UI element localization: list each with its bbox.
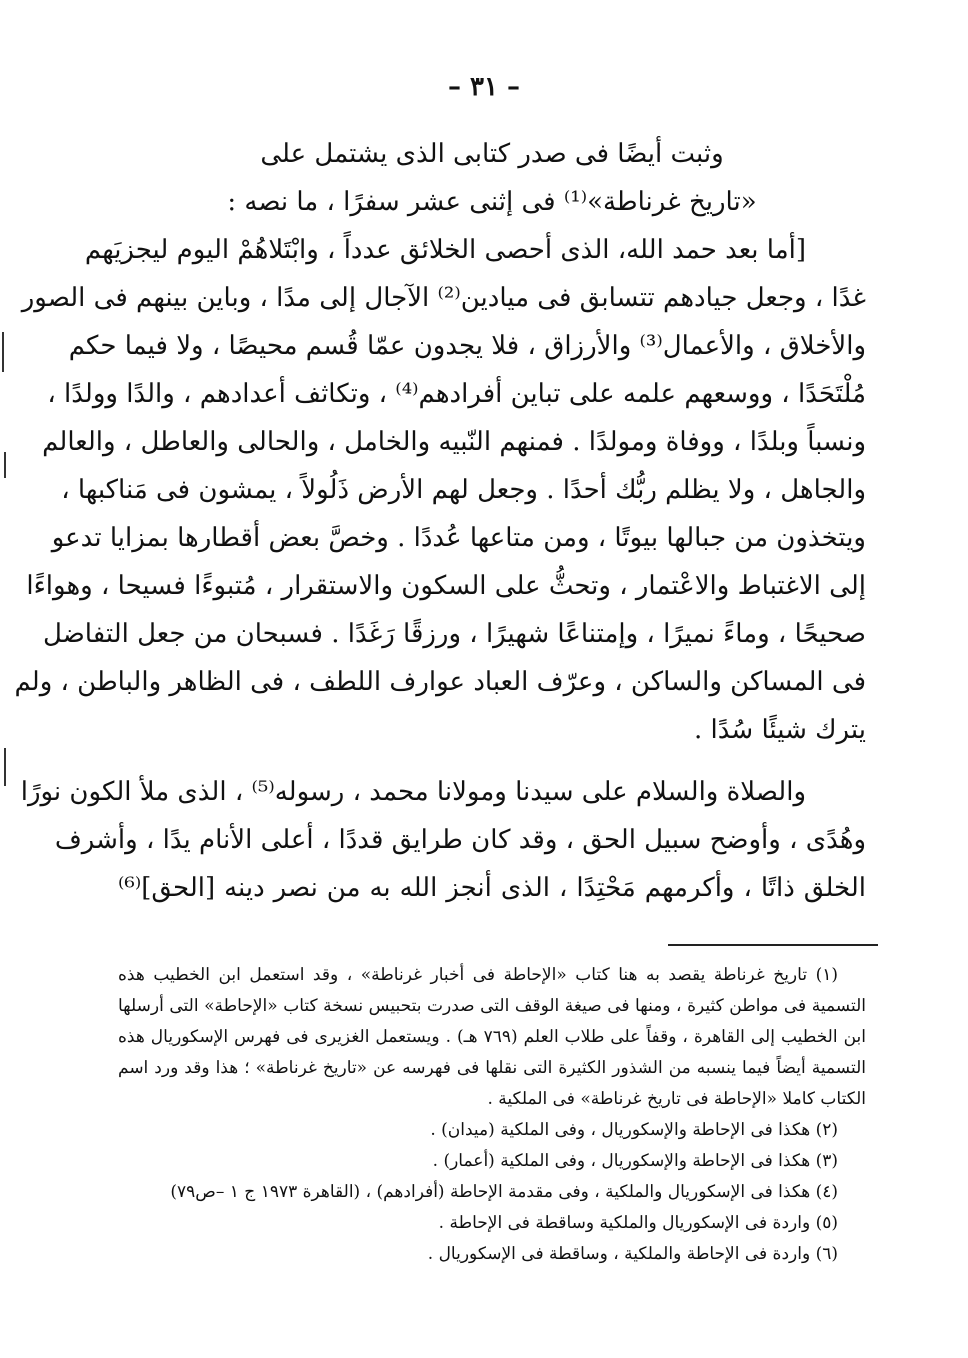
margin-mark (2, 332, 4, 372)
footnote-divider (668, 944, 878, 946)
text-line: والصلاة والسلام على سيدنا ومولانا محمد ، رسوله⁽⁵⁾ ، الذى ملأ الكون نورًا (20, 777, 806, 807)
footnote-line: ابن الخطيب إلى القاهرة ، وقفاً على طلاب العلم (٧٦٩ هـ) . ويستعمل الغزيرى فى فهرس الإسكوريال هذه (118, 1027, 866, 1047)
text-line: [أما بعد حمد الله، الذى أحصى الخلائق عدداً ، وابْتَلاهُمْ اليوم ليجزيَهم (84, 235, 806, 265)
footnote-line: التسمية أيضاً فيما ينسبه من الشذور الكثيرة التى نقلها فى فهرسه عن «تاريخ غرناطة» ؛ هذا وقد ورد اسم (118, 1058, 866, 1078)
footnotes (118, 960, 866, 1270)
footnote-line: (٢) هكذا فى الإحاطة والإسكوريال ، وفى الملكية (ميدان) . (430, 1120, 838, 1140)
footnote-line: (٥) واردة فى الإسكوريال والملكية وساقطة فى الإحاطة . (438, 1213, 838, 1233)
footnote-line: (٤) هكذا فى الإسكوريال والملكية ، وفى مقدمة الإحاطة (أفرادهم) ، (القاهرة ١٩٧٣ ج ١ –ص٧٩) (170, 1182, 838, 1202)
margin-mark (4, 452, 6, 478)
text-line: وثبت أيضًا فى صدر كتابى الذى يشتمل على (260, 139, 724, 169)
footnote-line: التسمية فى مواطن كثيرة ، ومنها فى صيغة الوقف التى صدرت بتحبيس نسخة كتاب «الإحاطة» التى أرسلها (118, 996, 866, 1016)
page-number: – ٣١ – (447, 72, 521, 102)
text-line: مُلْتَحَدًا ، ووسعهم علمه على تباين أفرادهم⁽⁴⁾ ، وتكاثف أعدادهم ، والدًا وولدًا ، (47, 379, 866, 409)
footnote-line: (٦) واردة فى الإحاطة والملكية ، وساقطة فى الإسكوريال . (427, 1244, 838, 1264)
text-line: والجاهل ، ولا يظلم ربُّك أحدًا . وجعل لهم الأرض ذَلُولاً ، يمشون فى مَناكبها ، (61, 475, 866, 505)
text-line: يترك شيئًا سُدًا . (694, 715, 866, 745)
footnote-line: (٣) هكذا فى الإحاطة والإسكوريال ، وفى الملكية (أعمار) . (432, 1151, 838, 1171)
text-line: إلى الاغتباط والاعْتمار ، وتحثُّ على السكون والاستقرار ، مُتبوءًا فسيحا ، وهواءًا (26, 571, 866, 601)
main-text (14, 130, 866, 912)
text-line: صحيحًا ، وماءً نميرًا ، وإمتناعًا شهيرًا ، ورزقًا رَغَدًا . فسبحان من جعل التفاضل (43, 619, 866, 649)
text-line: «تاريخ غرناطة»⁽¹⁾ فى إثنى عشر سفرًا ، ما نصه : (227, 187, 757, 217)
text-line: غدًا ، وجعل جيادهم تتسابق فى ميادين⁽²⁾ الآجال إلى مدًا ، وباين بينهم فى الصور (21, 283, 866, 313)
text-line: فى المساكن والساكن ، وعرّف العباد عوارف اللطف ، فى الظاهر والباطن ، ولم (14, 667, 866, 697)
text-line: وهُدًى ، وأوضح سبيل الحق ، وقد كان طرايق قددًا ، أعلى الأنام يدًا ، وأشرف (54, 825, 866, 855)
margin-mark (4, 748, 6, 786)
text-line: ويتخذون من جبالها بيوتًا ، ومن متاعها عُددًا . وخصَّ بعض أقطارها بمزايا تدعو (51, 523, 866, 553)
footnote-line: الكتاب كاملا «الإحاطة فى تاريخ غرناطة» فى الملكية . (487, 1089, 866, 1109)
text-line: والأخلاق ، والأعمال⁽³⁾ والأرزاق ، فلا يجدون عمّا قُسم محيصًا ، ولا فيما حكم (68, 331, 866, 361)
text-line: الخلق ذاتًا ، وأكرمهم مَحْتِدًا ، الذى أنجز الله به من نصر دينه [الحق]⁽⁶⁾ (118, 873, 866, 903)
footnote-line: (١) تاريخ غرناطة يقصد به هنا كتاب «الإحاطة فى أخبار غرناطة» ، وقد استعمل ابن الخطيب هذه (118, 965, 838, 985)
text-line: ونسباً وبلدًا ، ووفاة ومولدًا . فمنهم النّبيه والخامل ، والحالى والعاطل ، والعالم (42, 427, 866, 457)
